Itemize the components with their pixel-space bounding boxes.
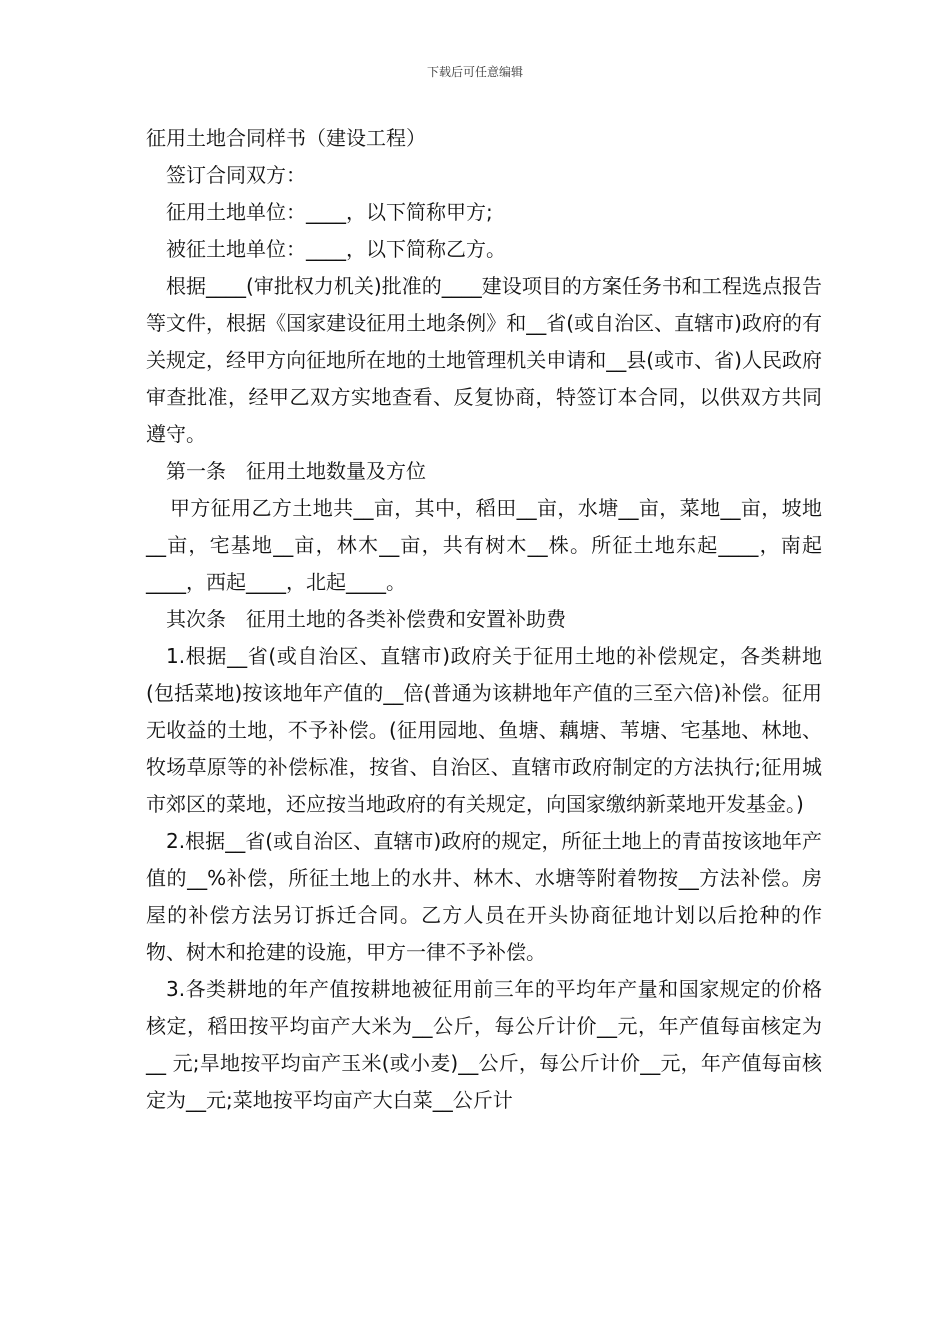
page-header: 下载后可任意编辑 bbox=[426, 65, 523, 79]
document-body bbox=[146, 120, 822, 1119]
article-2-clause-3: 3.各类耕地的年产值按耕地被征用前三年的平均年产量和国家规定的价格核定，稻田按平均亩产大米为__公斤，每公斤计价__元，年产值每亩核定为__ 元;旱地按平均亩产玉米(或小麦)__公斤，每公斤计价__元，年产值每亩核定为__元;菜地按平均亩产大白菜__公斤计 bbox=[146, 977, 822, 1112]
document-title: 征用土地合同样书（建设工程） bbox=[146, 126, 426, 150]
article-1-heading: 第一条 征用土地数量及方位 bbox=[166, 459, 426, 483]
article-2-clause-1: 1.根据__省(或自治区、直辖市)政府关于征用土地的补偿规定，各类耕地(包括菜地)按该地年产值的__倍(普通为该耕地年产值的三至六倍)补偿。征用无收益的土地，不予补偿。(征用园地、鱼塘、藕塘、苇塘、宅基地、林地、牧场草原等的补偿标准，按省、自治区、直辖市政府制定的方法执行;征用城市郊区的菜地，还应按当地政府的有关规定，向国家缴纳新菜地开发基金。) bbox=[146, 644, 822, 816]
paragraph-basis: 根据____(审批权力机关)批准的____建设项目的方案任务书和工程选点报告等文件，根据《国家建设征用土地条例》和__省(或自治区、直辖市)政府的有关规定，经甲方向征地所在地的土地管理机关申请和__县(或市、省)人民政府审查批准，经甲乙双方实地查看、反复协商，特签订本合同，以供双方共同遵守。 bbox=[146, 274, 822, 446]
paragraph-party-a: 征用土地单位：____，以下简称甲方; bbox=[166, 200, 493, 224]
article-2-clause-2: 2.根据__省(或自治区、直辖市)政府的规定，所征土地上的青苗按该地年产值的__%补偿，所征土地上的水井、林木、水塘等附着物按__方法补偿。房屋的补偿方法另订拆迁合同。乙方人员在开头协商征地计划以后抢种的作物、树木和抢建的设施，甲方一律不予补偿。 bbox=[146, 829, 822, 964]
paragraph-parties: 签订合同双方： bbox=[166, 163, 306, 187]
article-1-body: 甲方征用乙方土地共__亩，其中，稻田__亩，水塘__亩，菜地__亩，坡地__亩，宅基地__亩，林木__亩，共有树木__株。所征土地东起____，南起____，西起____，北起____。 bbox=[146, 496, 822, 594]
article-2-heading: 其次条 征用土地的各类补偿费和安置补助费 bbox=[166, 607, 566, 631]
paragraph-party-b: 被征土地单位：____，以下简称乙方。 bbox=[166, 237, 506, 261]
